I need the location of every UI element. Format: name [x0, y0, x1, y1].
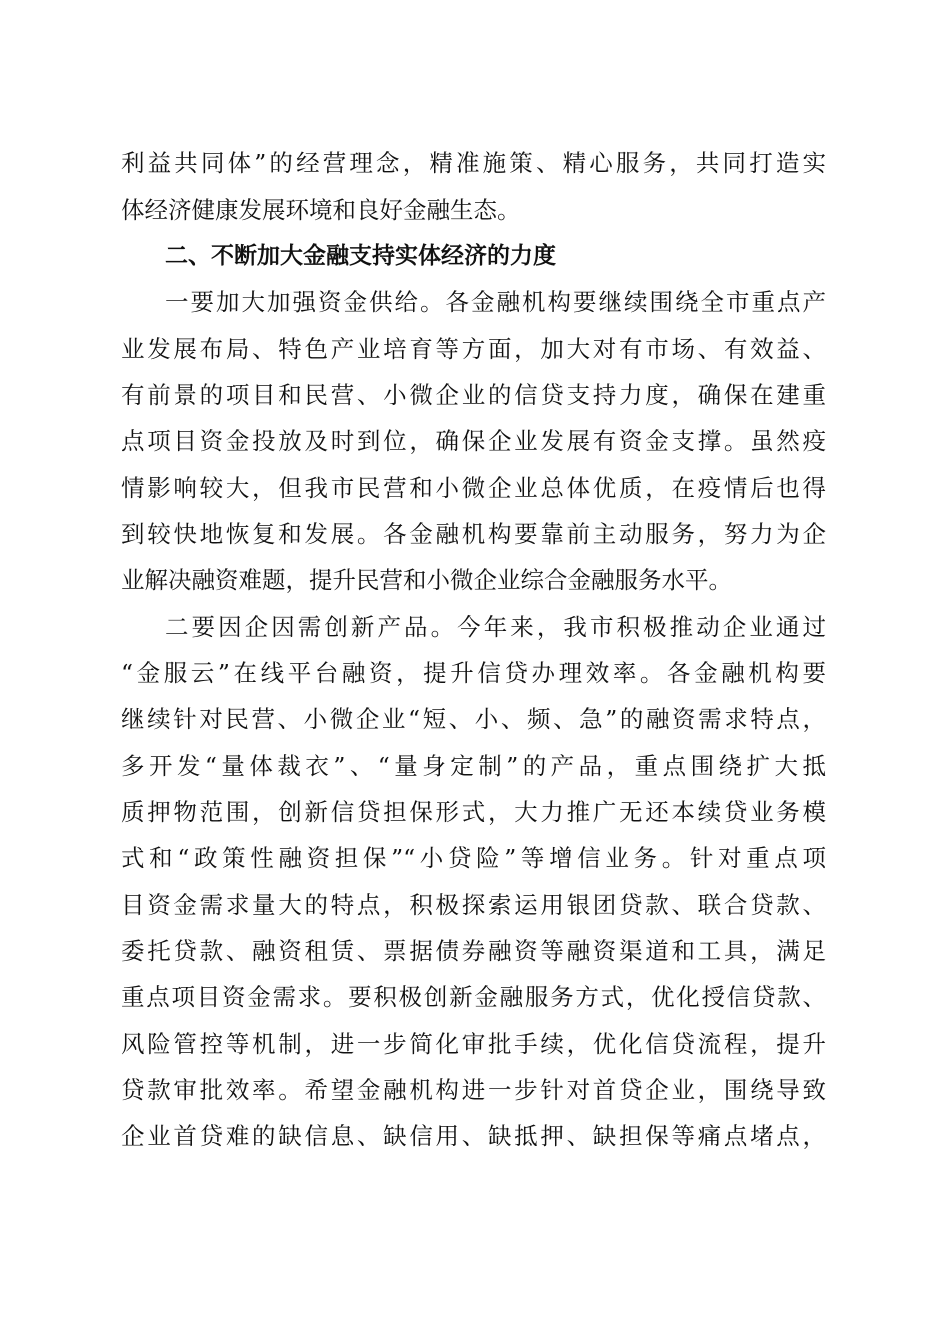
paragraph-line: 企业首贷难的缺信息、缺信用、缺抵押、缺担保等痛点堵点，	[121, 1122, 826, 1150]
paragraph-line: 委托贷款、融资租赁、票据债券融资等融资渠道和工具，满足	[121, 937, 826, 965]
paragraph-line: 重点项目资金需求。要积极创新金融服务方式，优化授信贷款、	[121, 983, 826, 1011]
paragraph-line: 继续针对民营、小微企业“短、小、频、急”的融资需求特点，	[121, 705, 826, 733]
paragraph-line: 到较快地恢复和发展。各金融机构要靠前主动服务，努力为企	[121, 520, 826, 548]
paragraph-line: 贷款审批效率。希望金融机构进一步针对首贷企业，围绕导致	[121, 1076, 826, 1104]
paragraph-line: 有前景的项目和民营、小微企业的信贷支持力度，确保在建重	[121, 381, 826, 409]
paragraph-line: 点项目资金投放及时到位，确保企业发展有资金支撑。虽然疫	[121, 427, 826, 455]
paragraph-line: 风险管控等机制，进一步简化审批手续，优化信贷流程，提升	[121, 1030, 826, 1058]
paragraph-line: 业发展布局、特色产业培育等方面，加大对有市场、有效益、	[121, 335, 826, 363]
paragraph-line: 利益共同体”的经营理念，精准施策、精心服务，共同打造实	[121, 149, 826, 177]
paragraph-line: “金服云”在线平台融资，提升信贷办理效率。各金融机构要	[121, 659, 826, 687]
paragraph-line: 情影响较大，但我市民营和小微企业总体优质，在疫情后也得	[121, 474, 826, 502]
paragraph-line: 多开发“量体裁衣”、“量身定制”的产品，重点围绕扩大抵	[121, 752, 826, 780]
section-heading: 二、不断加大金融支持实体经济的力度	[165, 243, 556, 269]
paragraph-line: 质押物范围，创新信贷担保形式，大力推广无还本续贷业务模	[121, 798, 826, 826]
paragraph-line: 一要加大加强资金供给。各金融机构要继续围绕全市重点产	[165, 288, 826, 316]
paragraph-line: 二要因企因需创新产品。今年来，我市积极推动企业通过	[165, 613, 826, 641]
paragraph-line: 体经济健康发展环境和良好金融生态。	[121, 196, 521, 224]
paragraph-line: 式和“政策性融资担保”“小贷险”等增信业务。针对重点项	[121, 844, 826, 872]
paragraph-line: 目资金需求量大的特点，积极探索运用银团贷款、联合贷款、	[121, 891, 826, 919]
paragraph-line: 业解决融资难题，提升民营和小微企业综合金融服务水平。	[121, 566, 732, 594]
